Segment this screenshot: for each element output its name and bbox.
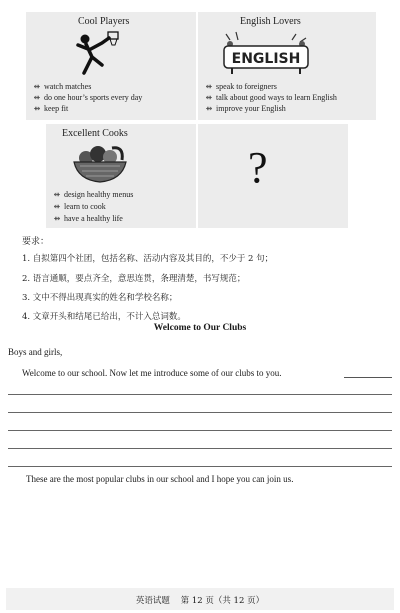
footer-subject: 英语试题 xyxy=(135,596,170,606)
writing-line[interactable] xyxy=(8,394,392,395)
arrow-bullet-icon: ⇺ xyxy=(205,93,213,102)
club-card-unknown xyxy=(198,124,348,228)
svg-text:ENGLISH: ENGLISH xyxy=(231,51,301,67)
list-item: ⇻ improve your English xyxy=(205,104,286,113)
question-mark-icon: ? xyxy=(248,143,268,192)
club-title: Cool Players xyxy=(78,16,130,27)
list-item: ⇺ do one hour’s sports every day xyxy=(33,93,143,102)
club-card-cool-players xyxy=(26,12,196,120)
club-card-excellent-cooks xyxy=(46,124,196,228)
arrow-bullet-icon: ⇺ xyxy=(205,82,213,91)
essay-closing: These are the most popular clubs in our school and I hope you can join us. xyxy=(26,474,294,484)
list-item: ⇺ talk about good ways to learn English xyxy=(205,93,337,102)
page-footer xyxy=(0,594,400,606)
essay-title: Welcome to Our Clubs xyxy=(153,323,247,333)
basketball-player-icon xyxy=(72,30,122,78)
requirement-item: 3. 文中不得出现真实的姓名和学校名称； xyxy=(22,293,178,303)
writing-line[interactable] xyxy=(8,448,392,449)
arrow-bullet-icon: ⇺ xyxy=(53,190,61,199)
requirements-heading: 要求： xyxy=(22,237,50,247)
english-sign-icon xyxy=(220,30,312,74)
club-title: Excellent Cooks xyxy=(62,128,128,139)
list-item: ⇻ keep fit xyxy=(33,104,69,113)
club-title: English Lovers xyxy=(240,16,301,27)
writing-blank[interactable] xyxy=(344,377,392,378)
arrow-bullet-icon: ⇺ xyxy=(33,82,41,91)
writing-line[interactable] xyxy=(8,430,392,431)
list-item: ⇻ have a healthy life xyxy=(53,214,123,223)
fruit-bowl-icon xyxy=(72,144,128,184)
list-item: ⇺ design healthy menus xyxy=(53,190,134,199)
club-card-english-lovers xyxy=(198,12,376,120)
writing-line[interactable] xyxy=(8,466,392,467)
requirement-item: 1. 自拟第四个社团，包括名称、活动内容及其目的，不少于 2 句； xyxy=(22,254,274,264)
requirement-item: 4. 文章开头和结尾已给出，不计入总词数。 xyxy=(22,312,186,322)
arrow-bullet-icon: ⇻ xyxy=(53,214,61,223)
list-item: ⇺ learn to cook xyxy=(53,202,106,211)
requirement-item: 2. 语言通顺，要点齐全，意思连贯，条理清楚，书写规范； xyxy=(22,274,246,284)
essay-salutation: Boys and girls, xyxy=(8,347,63,357)
arrow-bullet-icon: ⇻ xyxy=(205,104,213,113)
list-item: ⇺ watch matches xyxy=(33,82,92,91)
list-item: ⇺ speak to foreigners xyxy=(205,82,277,91)
writing-line[interactable] xyxy=(8,412,392,413)
arrow-bullet-icon: ⇻ xyxy=(33,104,41,113)
essay-intro: Welcome to our school. Now let me introduce some of our clubs to you. xyxy=(22,368,282,378)
arrow-bullet-icon: ⇺ xyxy=(33,93,41,102)
arrow-bullet-icon: ⇺ xyxy=(53,202,61,211)
footer-page-number: 第 12 页（共 12 页） xyxy=(180,596,265,606)
